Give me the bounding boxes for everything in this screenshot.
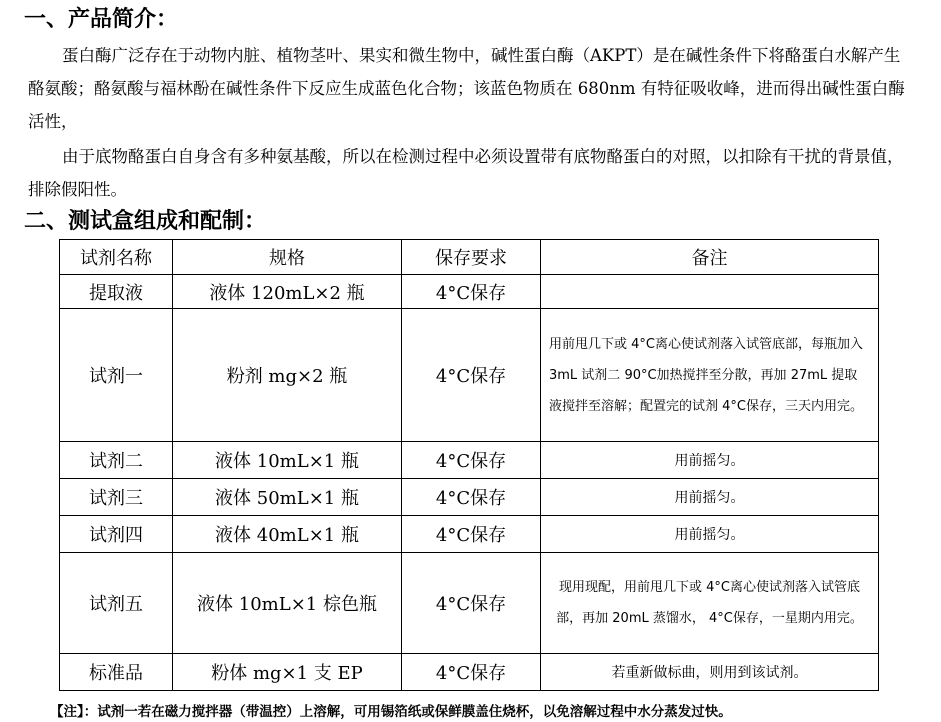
cell-reagent-name: 标准品: [60, 654, 173, 691]
intro-paragraph-2-text: 由于底物酪蛋白自身含有多种氨基酸，所以在检测过程中必须设置带有底物酪蛋白的对照，以扣除有干扰的背景值，排除假阳性。: [28, 147, 904, 199]
cell-spec: 液体 10mL×1 瓶: [173, 442, 402, 479]
cell-spec: 液体 50mL×1 瓶: [173, 479, 402, 516]
table-row: [60, 442, 879, 479]
header-note: 备注: [541, 240, 879, 275]
intro-paragraph-2: [28, 140, 916, 206]
cell-reagent-name: 试剂一: [60, 309, 173, 442]
table-row: [60, 654, 879, 691]
cell-reagent-name: 提取液: [60, 275, 173, 309]
cell-storage: 4°C保存: [402, 553, 541, 654]
header-reagent-name: 试剂名称: [60, 240, 173, 275]
cell-note: 用前摇匀。: [541, 442, 879, 479]
header-spec: 规格: [173, 240, 402, 275]
section-title-kit-composition: 二、测试盒组成和配制：: [24, 209, 267, 234]
cell-storage: 4°C保存: [402, 516, 541, 553]
header-storage: 保存要求: [402, 240, 541, 275]
cell-storage: 4°C保存: [402, 275, 541, 309]
cell-spec: 粉体 mg×1 支 EP: [173, 654, 402, 691]
cell-reagent-name: 试剂四: [60, 516, 173, 553]
intro-paragraph-1: [28, 39, 916, 138]
section-title-product-intro: 一、产品简介：: [24, 7, 179, 32]
cell-note: 若重新做标曲，则用到该试剂。: [541, 654, 879, 691]
table-row: [60, 516, 879, 553]
cell-spec: 液体 120mL×2 瓶: [173, 275, 402, 309]
table-header-row: [60, 240, 879, 275]
cell-reagent-name: 试剂二: [60, 442, 173, 479]
intro-paragraph-1-text: 蛋白酶广泛存在于动物内脏、植物茎叶、果实和微生物中，碱性蛋白酶（AKPT）是在碱性条件下将酪蛋白水解产生酪氨酸；酪氨酸与福林酚在碱性条件下反应生成蓝色化合物；该蓝色物质在 680nm 有特征吸收峰，进而得出碱性蛋白酶活性，: [28, 46, 905, 131]
cell-reagent-name: 试剂五: [60, 553, 173, 654]
cell-note: 用前摇匀。: [541, 479, 879, 516]
cell-storage: 4°C保存: [402, 442, 541, 479]
cell-note: 用前摇匀。: [541, 516, 879, 553]
cell-spec: 粉剂 mg×2 瓶: [173, 309, 402, 442]
cell-note: 现用现配，用前甩几下或 4°C离心使试剂落入试管底部，再加 20mL 蒸馏水， 4°C保存，一星期内用完。: [541, 553, 879, 654]
table-row: [60, 553, 879, 654]
kit-composition-table: [59, 239, 879, 691]
cell-spec: 液体 40mL×1 瓶: [173, 516, 402, 553]
cell-storage: 4°C保存: [402, 479, 541, 516]
cell-reagent-name: 试剂三: [60, 479, 173, 516]
table-row: [60, 479, 879, 516]
cell-storage: 4°C保存: [402, 309, 541, 442]
cell-note: [541, 275, 879, 309]
cell-storage: 4°C保存: [402, 654, 541, 691]
cell-spec: 液体 10mL×1 棕色瓶: [173, 553, 402, 654]
cell-note: 用前甩几下或 4°C离心使试剂落入试管底部，每瓶加入 3mL 试剂二 90°C加热搅拌至分散，再加 27mL 提取液搅拌至溶解；配置完的试剂 4°C保存，三天内用完。: [541, 309, 879, 442]
table-row: [60, 309, 879, 442]
footnote: 【注】：试剂一若在磁力搅拌器（带温控）上溶解，可用锡箔纸或保鲜膜盖住烧杯，以免溶解过程中水分蒸发过快。: [50, 704, 732, 720]
table-row: [60, 275, 879, 309]
